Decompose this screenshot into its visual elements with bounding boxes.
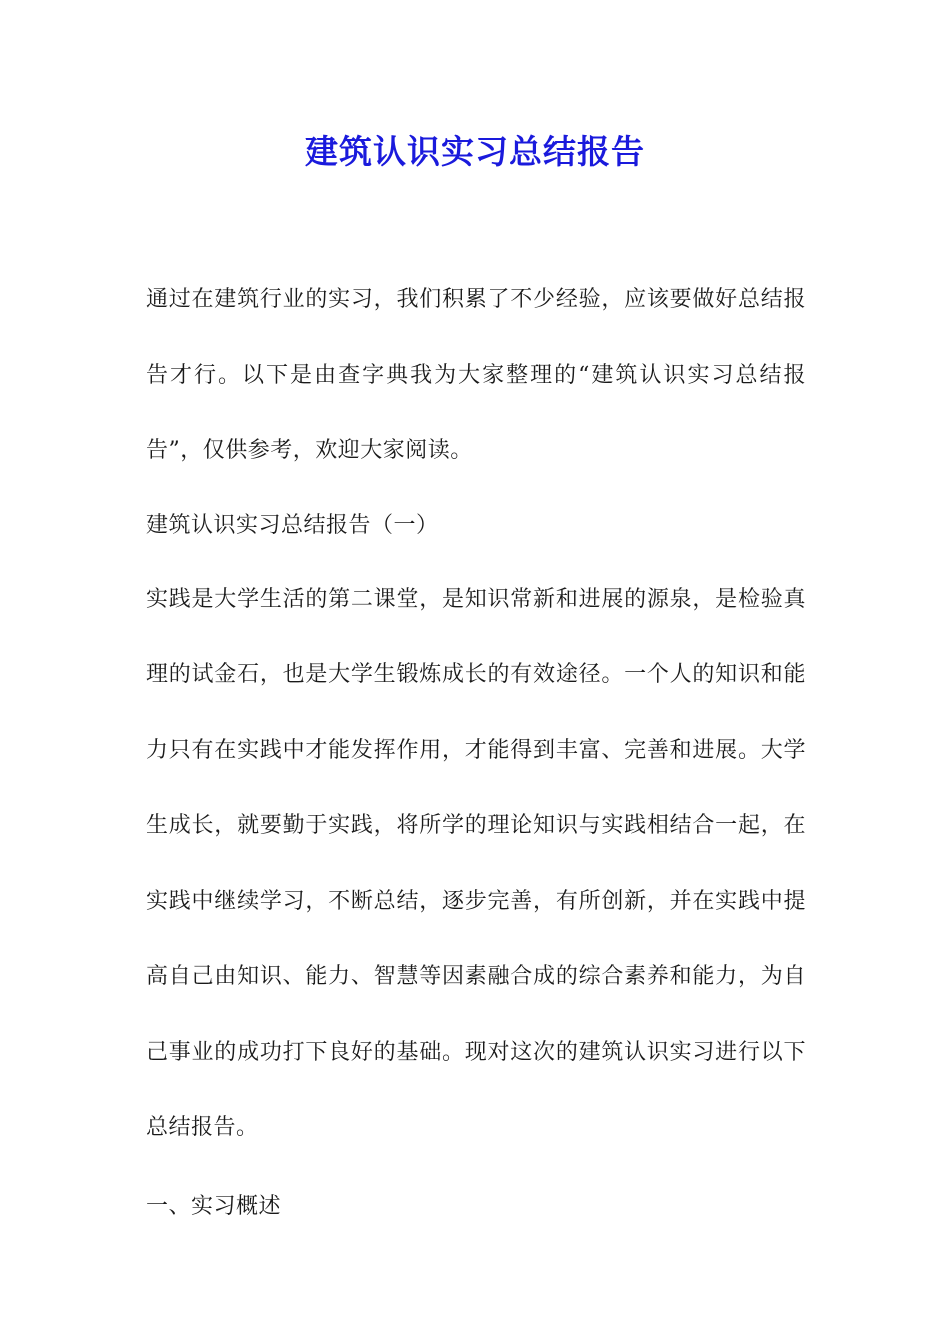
document-title: 建筑认识实习总结报告 xyxy=(305,132,645,171)
intro-paragraph: 通过在建筑行业的实习，我们积累了不少经验，应该要做好总结报告才行。以下是由查字典我为大家整理的“建筑认识实习总结报告”，仅供参考，欢迎大家阅读。 xyxy=(146,287,806,463)
body-paragraph: 实践是大学生活的第二课堂，是知识常新和进展的源泉，是检验真理的试金石，也是大学生锻炼成长的有效途径。一个人的知识和能力只有在实践中才能发挥作用，才能得到丰富、完善和进展。大学生成长，就要勤于实践，将所学的理论知识与实践相结合一起，在实践中继续学习，不断总结，逐步完善，有所创新，并在实践中提高自己由知识、能力、智慧等因素融合成的综合素养和能力，为自己事业的成功打下良好的基础。现对这次的建筑认识实习进行以下总结报告。 xyxy=(146,586,806,1140)
section-heading: 建筑认识实习总结报告（一） xyxy=(146,512,439,538)
subsection-heading: 一、实习概述 xyxy=(146,1193,282,1219)
document-body xyxy=(146,262,806,1243)
